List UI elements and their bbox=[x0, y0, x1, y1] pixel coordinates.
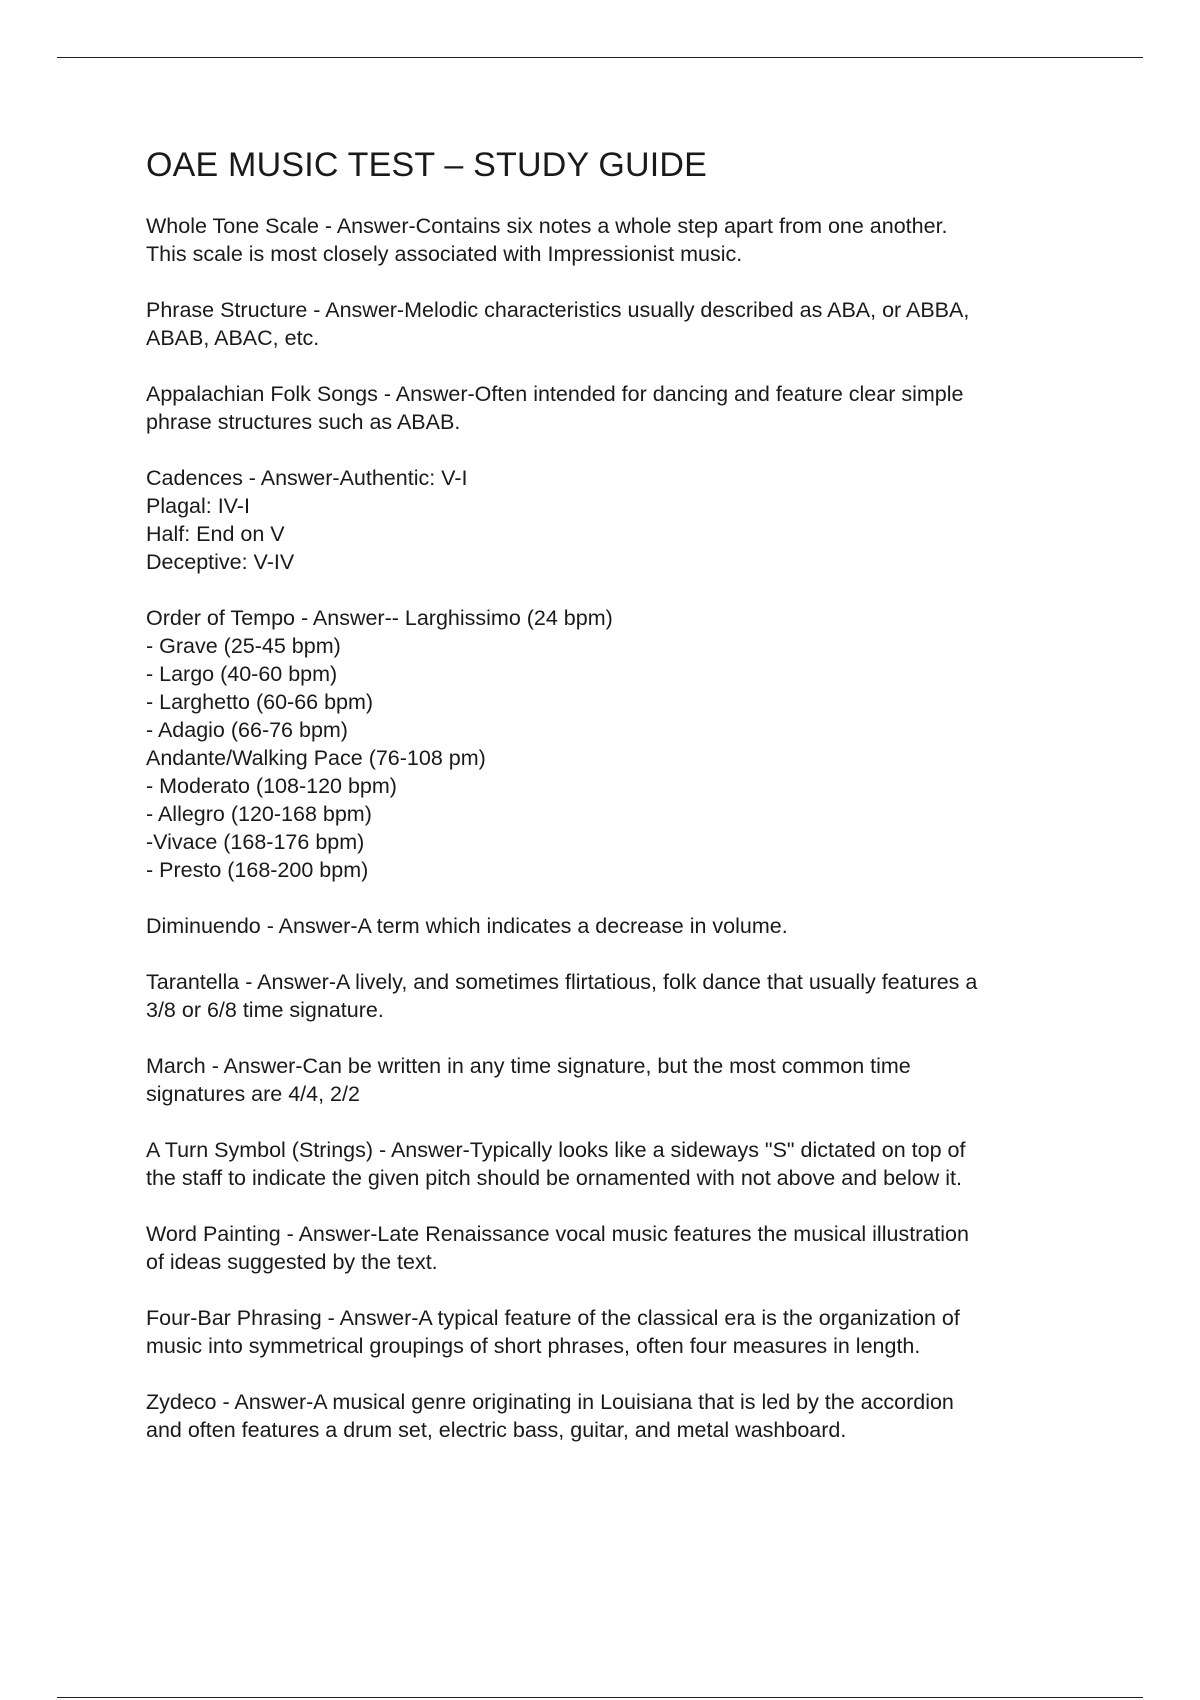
entry-whole-tone-scale bbox=[146, 212, 1106, 268]
entry-march bbox=[146, 1052, 1106, 1108]
entry-line: Cadences - Answer-Authentic: V-I bbox=[146, 466, 468, 490]
entry-line: - Largo (40-60 bpm) bbox=[146, 662, 338, 686]
entry-line: Appalachian Folk Songs - Answer-Often intended for dancing and feature clear simple bbox=[146, 382, 964, 406]
entry-line: 3/8 or 6/8 time signature. bbox=[146, 998, 384, 1022]
entry-line: This scale is most closely associated with Impressionist music. bbox=[146, 242, 743, 266]
entry-line: Half: End on V bbox=[146, 522, 285, 546]
entry-word-painting bbox=[146, 1220, 1106, 1276]
footer-divider bbox=[57, 1697, 1143, 1698]
entry-line: Zydeco - Answer-A musical genre originating in Louisiana that is led by the accordion bbox=[146, 1390, 954, 1414]
entry-list bbox=[146, 212, 1106, 1444]
entry-appalachian-folk-songs bbox=[146, 380, 1106, 436]
entry-four-bar-phrasing bbox=[146, 1304, 1106, 1360]
entry-line: of ideas suggested by the text. bbox=[146, 1250, 438, 1274]
entry-line: Tarantella - Answer-A lively, and sometimes flirtatious, folk dance that usually features a bbox=[146, 970, 978, 994]
entry-line: - Presto (168-200 bpm) bbox=[146, 858, 369, 882]
entry-turn-symbol bbox=[146, 1136, 1106, 1192]
entry-line: March - Answer-Can be written in any time signature, but the most common time bbox=[146, 1054, 911, 1078]
entry-line: Whole Tone Scale - Answer-Contains six notes a whole step apart from one another. bbox=[146, 214, 948, 238]
entry-line: Diminuendo - Answer-A term which indicates a decrease in volume. bbox=[146, 914, 788, 938]
entry-line: - Allegro (120-168 bpm) bbox=[146, 802, 372, 826]
entry-cadences bbox=[146, 464, 1106, 576]
entry-line: - Larghetto (60-66 bpm) bbox=[146, 690, 374, 714]
entry-diminuendo bbox=[146, 912, 1106, 940]
entry-line: - Adagio (66-76 bpm) bbox=[146, 718, 348, 742]
entry-line: signatures are 4/4, 2/2 bbox=[146, 1082, 360, 1106]
entry-line: and often features a drum set, electric bass, guitar, and metal washboard. bbox=[146, 1418, 847, 1442]
entry-line: the staff to indicate the given pitch should be ornamented with not above and below it. bbox=[146, 1166, 962, 1190]
entry-line: Phrase Structure - Answer-Melodic characteristics usually described as ABA, or ABBA, bbox=[146, 298, 970, 322]
entry-line: - Grave (25-45 bpm) bbox=[146, 634, 341, 658]
entry-line: -Vivace (168-176 bpm) bbox=[146, 830, 365, 854]
header-divider bbox=[57, 57, 1143, 58]
entry-order-of-tempo bbox=[146, 604, 1106, 884]
entry-tarantella bbox=[146, 968, 1106, 1024]
entry-line: Andante/Walking Pace (76-108 pm) bbox=[146, 746, 486, 770]
entry-line: A Turn Symbol (Strings) - Answer-Typically looks like a sideways "S" dictated on top of bbox=[146, 1138, 966, 1162]
document-body bbox=[146, 140, 1106, 1472]
document-title: OAE MUSIC TEST – STUDY GUIDE bbox=[146, 146, 708, 184]
entry-line: music into symmetrical groupings of short phrases, often four measures in length. bbox=[146, 1334, 921, 1358]
entry-line: phrase structures such as ABAB. bbox=[146, 410, 461, 434]
entry-zydeco bbox=[146, 1388, 1106, 1444]
entry-line: Order of Tempo - Answer-- Larghissimo (24 bpm) bbox=[146, 606, 613, 630]
entry-line: - Moderato (108-120 bpm) bbox=[146, 774, 397, 798]
entry-line: Four-Bar Phrasing - Answer-A typical feature of the classical era is the organization of bbox=[146, 1306, 960, 1330]
entry-phrase-structure bbox=[146, 296, 1106, 352]
entry-line: ABAB, ABAC, etc. bbox=[146, 326, 320, 350]
entry-line: Word Painting - Answer-Late Renaissance vocal music features the musical illustration bbox=[146, 1222, 969, 1246]
entry-line: Plagal: IV-I bbox=[146, 494, 250, 518]
entry-line: Deceptive: V-IV bbox=[146, 550, 295, 574]
